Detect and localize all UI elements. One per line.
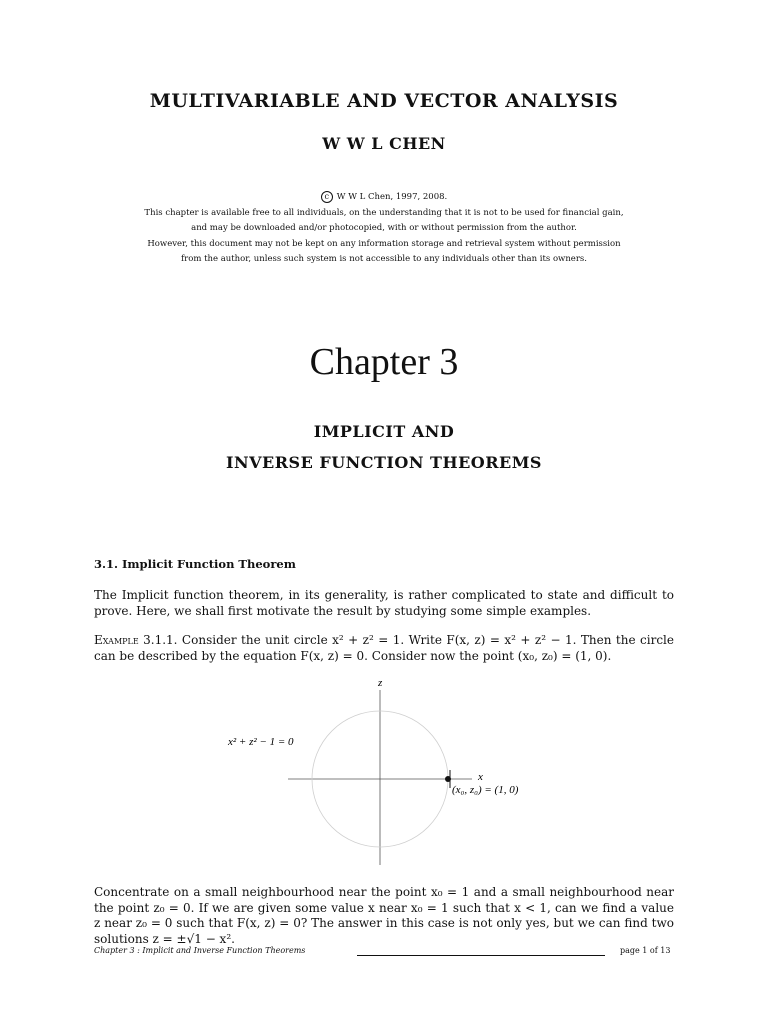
copyright-symbol-icon: c [321, 191, 333, 203]
chapter-heading: Chapter 3 [309, 341, 459, 383]
chapter-title-line: IMPLICIT AND [313, 422, 455, 441]
curve-label: x² + z² − 1 = 0 [228, 736, 294, 748]
copyright-line [0, 190, 768, 206]
example-text: Consider the unit circle x² + z² = 1. Write F(x, z) = x² + z² − 1. Then the circle can be described by the equation F(x, z) = 0. Consider now the point (x₀, z₀) = (1, 0). [94, 633, 674, 663]
copyright-line: However, this document may not be kept on any information storage and retrieval system without permission [147, 238, 621, 249]
chapter-title-line: INVERSE FUNCTION THEOREMS [226, 453, 542, 472]
section-heading: 3.1. Implicit Function Theorem [94, 557, 296, 571]
copyright-notice [0, 190, 768, 268]
copyright-line: and may be downloaded and/or photocopied, with or without permission from the author. [191, 223, 577, 233]
x-axis-label: x [478, 771, 483, 783]
footer-rule [357, 955, 605, 956]
example-label: Example 3.1.1. [94, 633, 178, 647]
intro-paragraph: The Implicit function theorem, in its generality, is rather complicated to state and difficult to prove. Here, we shall first motivate the result by studying some simple examples. [94, 588, 674, 618]
concentrate-paragraph: Concentrate on a small neighbourhood near the point x₀ = 1 and a small neighbourhood near the point z₀ = 0. If we are given some value x near x₀ = 1 such that x < 1, can we find a value z near z₀ = 0 such that F(x, z) = 0? The answer in this case is not only yes, but we can find two solutions z = ±√1 − x². [94, 885, 674, 946]
point-label: (x₀, z₀) = (1, 0) [452, 784, 519, 796]
footer-chapter-title: Chapter 3 : Implicit and Inverse Function Theorems [94, 946, 306, 955]
book-title: MULTIVARIABLE AND VECTOR ANALYSIS [149, 90, 619, 112]
example-paragraph [94, 633, 674, 664]
point-marker [445, 776, 451, 782]
author-name: W W L CHEN [322, 134, 446, 153]
copyright-line: from the author, unless such system is not accessible to any individuals other than its owners. [181, 254, 587, 264]
page-number: page 1 of 13 [620, 946, 671, 955]
copyright-line: This chapter is available free to all individuals, on the understanding that it is not to be used for financial gain, [144, 207, 624, 218]
unit-circle-figure [220, 670, 560, 875]
copyright-holder: W W L Chen, 1997, 2008. [336, 192, 448, 202]
z-axis-label: z [378, 677, 383, 689]
